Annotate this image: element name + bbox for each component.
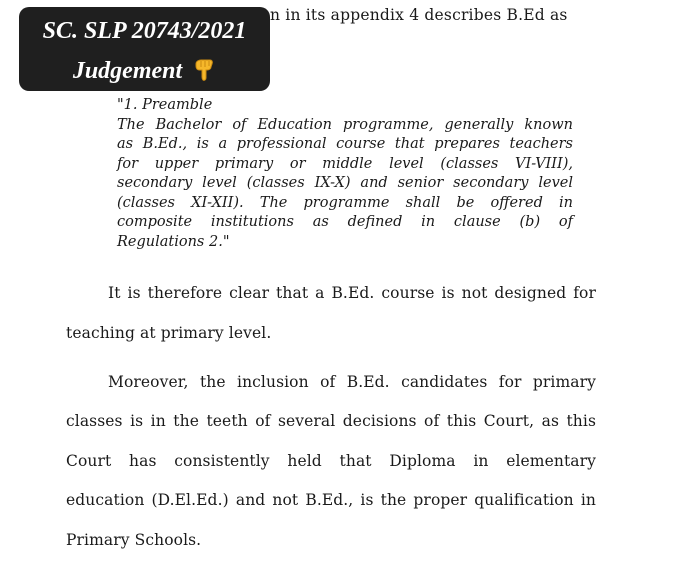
quote-line: The Bachelor of Education programme, generally known <box>117 116 573 133</box>
paragraph-line: Court has consistently held that Diploma in elementary <box>66 452 596 470</box>
quote-line: Regulations 2." <box>117 233 230 250</box>
badge-label-row <box>19 57 270 85</box>
paragraph-line: Moreover, the inclusion of B.Ed. candidates for primary <box>108 373 596 391</box>
judgement-label: Judgement <box>72 58 183 84</box>
quote-line: for upper primary or middle level (classes VI-VIII), <box>117 155 573 172</box>
case-number: SC. SLP 20743/2021 <box>42 18 247 44</box>
quote-line: (classes XI-XII). The programme shall be offered in <box>117 194 573 211</box>
paragraph-line: education (D.El.Ed.) and not B.Ed., is the proper qualification in <box>66 491 596 509</box>
paragraph-line: It is therefore clear that a B.Ed. course is not designed for <box>108 284 596 302</box>
quoted-preamble <box>117 96 573 252</box>
paragraph-line: teaching at primary level. <box>66 324 272 342</box>
paragraph-line: Primary Schools. <box>66 531 202 549</box>
quote-line: composite institutions as defined in clause (b) of <box>117 214 573 230</box>
quote-line: as B.Ed., is a professional course that prepares teachers <box>117 136 573 152</box>
paragraph-line: classes is in the teeth of several decisions of this Court, as this <box>66 412 596 430</box>
quote-line: secondary level (classes IX-X) and senior secondary level <box>117 175 573 191</box>
quote-line: "1. Preamble <box>117 97 213 113</box>
partial-text-line: n in its appendix 4 describes B.Ed as <box>270 6 568 24</box>
pointing-down-hand-icon <box>192 58 216 82</box>
case-badge <box>19 7 270 91</box>
